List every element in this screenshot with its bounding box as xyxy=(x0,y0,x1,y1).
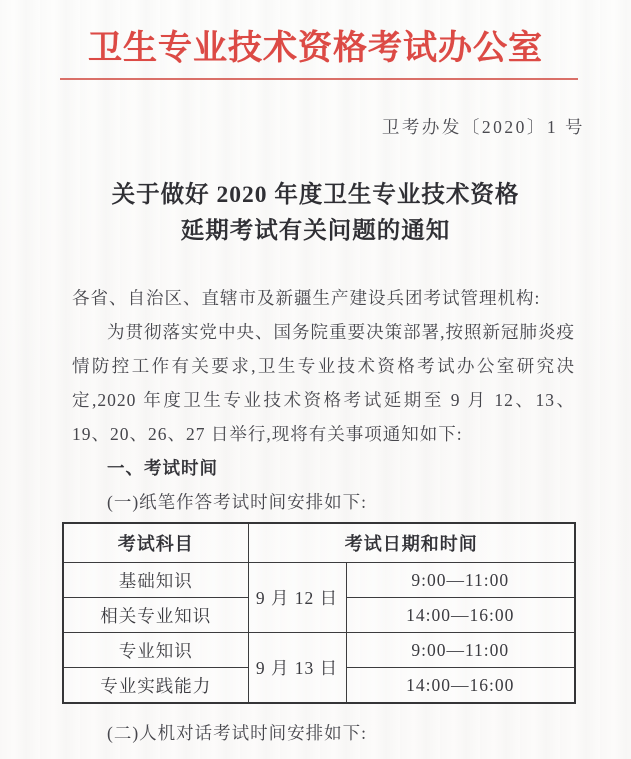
table-row xyxy=(63,633,575,668)
subsection-paper-exam: (一)纸笔作答考试时间安排如下: xyxy=(107,492,368,512)
exam-schedule-table xyxy=(62,522,576,704)
cell-time: 9:00—11:00 xyxy=(346,633,575,668)
table-header-row xyxy=(63,523,575,563)
cell-subject: 专业知识 xyxy=(63,633,248,668)
cell-subject: 相关专业知识 xyxy=(63,598,248,633)
notice-body xyxy=(0,281,631,519)
cell-subject: 专业实践能力 xyxy=(63,668,248,704)
masthead-title: 卫生专业技术资格考试办公室 xyxy=(88,30,543,67)
cell-time: 14:00—16:00 xyxy=(346,668,575,704)
masthead xyxy=(0,0,631,80)
cell-time: 9:00—11:00 xyxy=(346,563,575,598)
header-exam-datetime: 考试日期和时间 xyxy=(248,523,575,563)
header-exam-subject: 考试科目 xyxy=(63,523,248,563)
body-paragraph: 为贯彻落实党中央、国务院重要决策部署,按照新冠肺炎疫情防控工作有关要求,卫生专业技术资格考试办公室研究决定,2020 年度卫生专业技术资格考试延期至 9 月 12、13、19、20、26、27 日举行,现将有关事项通知如下: xyxy=(72,322,575,444)
notice-title-line1: 关于做好 2020 年度卫生专业技术资格 xyxy=(111,182,520,208)
schedule-table-wrap xyxy=(62,522,574,704)
notice-title xyxy=(0,177,631,249)
subsection-computer-exam-wrap xyxy=(0,716,631,750)
cell-date: 9 月 12 日 xyxy=(248,563,346,633)
subsection-computer-exam: (二)人机对话考试时间安排如下: xyxy=(107,723,368,743)
cell-subject: 基础知识 xyxy=(63,563,248,598)
table-row xyxy=(63,563,575,598)
salutation: 各省、自治区、直辖市及新疆生产建设兵团考试管理机构: xyxy=(72,288,541,308)
masthead-divider xyxy=(60,78,578,80)
cell-date: 9 月 13 日 xyxy=(248,633,346,704)
cell-time: 14:00—16:00 xyxy=(346,598,575,633)
section-heading-exam-time: 一、考试时间 xyxy=(107,458,218,478)
doc-number: 卫考办发〔2020〕1 号 xyxy=(381,117,585,137)
notice-title-line2: 延期考试有关问题的通知 xyxy=(180,218,451,244)
